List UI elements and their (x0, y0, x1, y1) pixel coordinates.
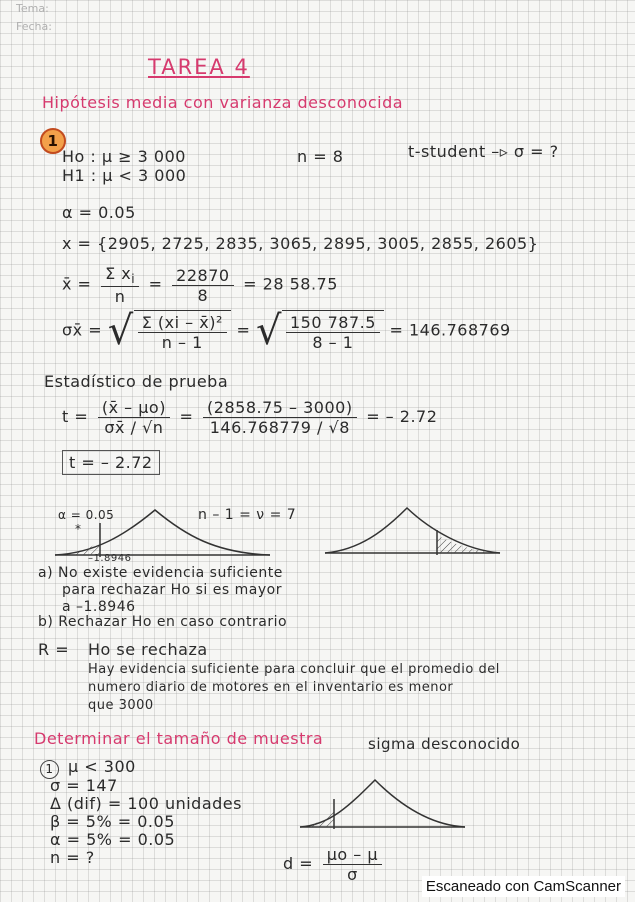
rejection-star: * (75, 522, 82, 536)
camscanner-watermark: Escaneado con CamScanner (422, 876, 625, 897)
result-line-2: numero diario de motores en el inventario es menor (88, 680, 454, 695)
t-boxed-result: t = – 2.72 (62, 450, 160, 475)
ss-alpha: α = 5% = 0.05 (50, 830, 176, 849)
result-line-1: Hay evidencia suficiente para concluir que el promedio del (88, 662, 500, 677)
decision-rule-a3: a –1.8946 (62, 599, 136, 615)
page-title: TAREA 4 (148, 55, 250, 79)
std-error-formula: σx̄ = √ $\frac{\text{Σ (xi – x̄)²}}{n - 1}$ = √ $\frac{150 787.5}{8 - 1}$ = 146.768769 (62, 308, 511, 354)
h1: H1 : μ < 3 000 (62, 166, 187, 185)
decision-rule-a2: para rechazar Ho si es mayor (62, 582, 282, 598)
t-student-note: t-student –▹ σ = ? (408, 142, 559, 161)
right-tail-distribution-sketch (325, 505, 505, 560)
h0: Ho : μ ≥ 3 000 (62, 147, 186, 166)
decision-rule-b: b) Rechazar Ho en caso contrario (38, 614, 288, 630)
graph-alpha-label: α = 0.05 (58, 508, 115, 522)
ss-sigma: σ = 147 (50, 776, 118, 795)
sigma-unknown-note: sigma desconocido (368, 735, 521, 753)
ss-mu: μ < 300 (68, 757, 136, 776)
ss-n: n = ? (50, 848, 95, 867)
result-line-3: que 3000 (88, 698, 154, 713)
tema-label: Tema: (16, 2, 49, 15)
d-formula: d = $\frac{\mu o - \mu}{\sigma}$ (283, 845, 386, 884)
test-statistic-label: Estadístico de prueba (44, 372, 229, 391)
alpha: α = 0.05 (62, 203, 136, 222)
sample-size-number-badge: 1 (40, 758, 59, 779)
degrees-of-freedom: n – 1 = ν = 7 (198, 507, 297, 523)
ss-delta: Δ (dif) = 100 unidades (50, 794, 242, 813)
result-label: R = (38, 640, 70, 659)
x-set: x = {2905, 2725, 2835, 3065, 2895, 3005, 2855, 2605} (62, 234, 539, 253)
sample-size-title: Determinar el tamaño de muestra (34, 729, 324, 748)
mean-formula: x̄ = $\frac{\Sigma x_i}{n}$ = $\frac{22870}{8}$ = 28 58.75 (62, 264, 338, 307)
sample-size-distribution-sketch (300, 775, 470, 835)
result-conclusion: Ho se rechaza (88, 640, 208, 659)
problem-number-badge: 1 (40, 128, 66, 154)
fecha-label: Fecha: (16, 20, 52, 33)
sample-n: n = 8 (297, 147, 344, 166)
subtitle: Hipótesis media con varianza desconocida (42, 93, 404, 112)
ss-beta: β = 5% = 0.05 (50, 812, 175, 831)
t-formula: t = $\frac{(x̄ - \mu o)}{\sigma x̄ / √n}$ = $\frac{(2858.75 - 3000)}{146.768779 / √8}$ = – 2.72 (62, 398, 438, 437)
decision-rule-a1: a) No existe evidencia suficiente (38, 565, 283, 581)
critical-value-label: –1.8946 (88, 553, 132, 564)
